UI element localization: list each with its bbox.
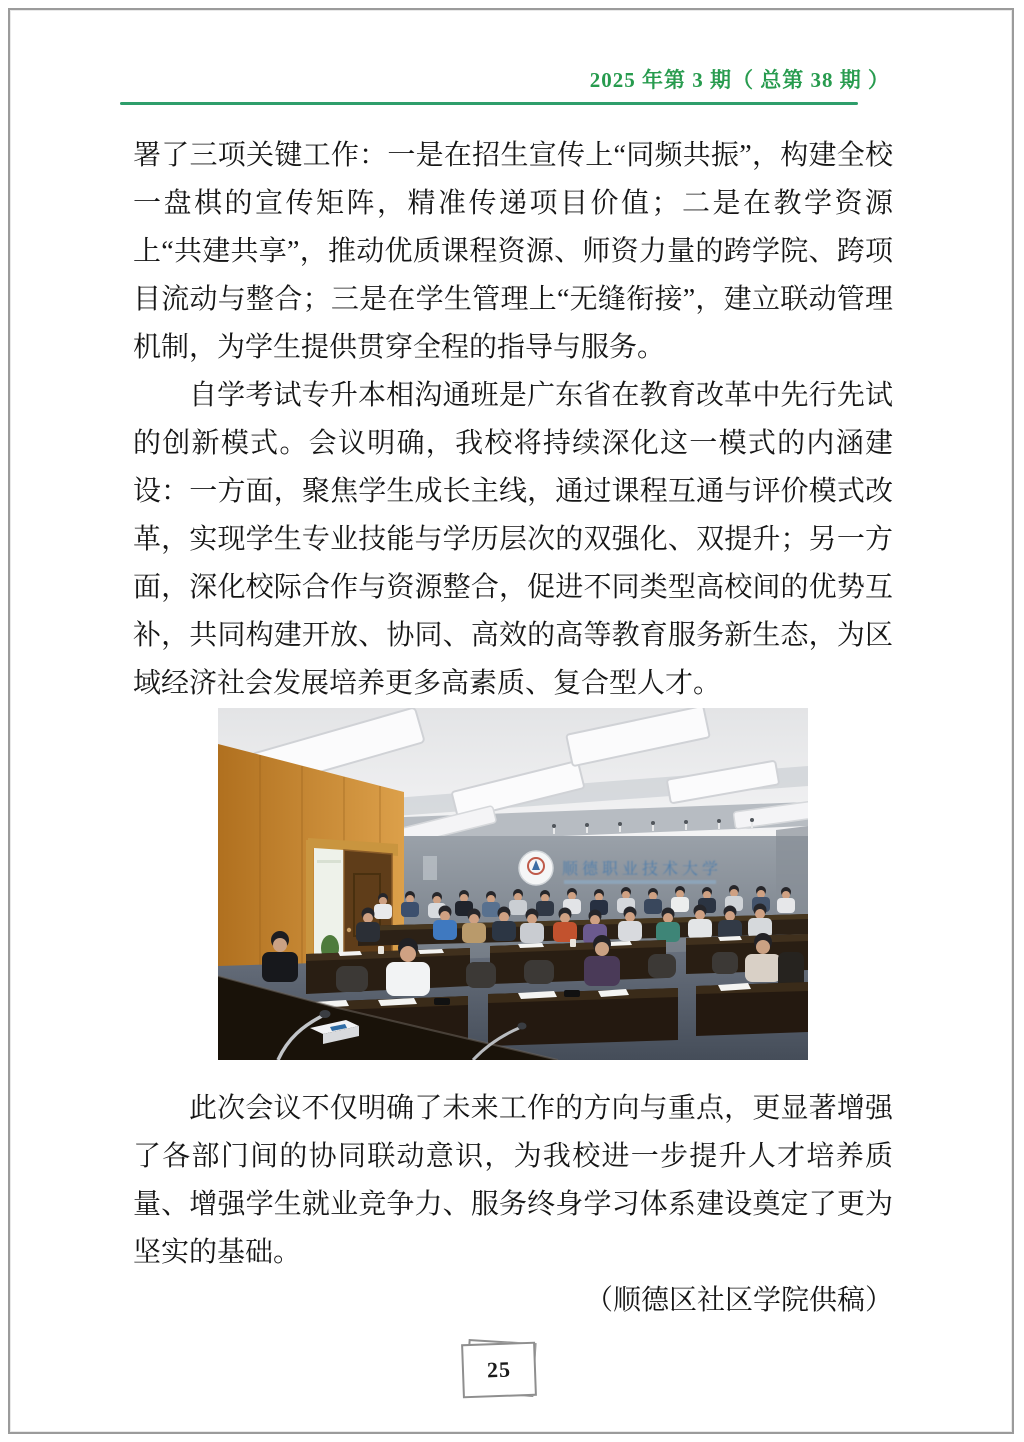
wall-signage-subtext [564,880,716,884]
paragraph: 署了三项关键工作：一是在招生宣传上“同频共振”，构建全校一盘棋的宣传矩阵，精准传递项目价值；二是在教学资源上“共建共享”，推动优质课程资源、师资力量的跨学院、跨项目流动与整合；三是在学生管理上“无缝衔接”，建立联动管理机制，为学生提供贯穿全程的指导与服务。 [133,140,893,363]
meeting-photo [218,708,808,1060]
header-rule [120,102,858,105]
issue-header: 2025 年第 3 期（ 总第 38 期 ） [589,68,890,92]
page-number-box [461,1342,537,1399]
university-logo [519,851,553,885]
wall-signage-text: 顺德职业技术大学 [562,861,723,878]
wall-panel [423,856,437,880]
attribution: （顺德区社区学院供稿） [584,1285,893,1316]
paragraph: 自学考试专升本相沟通班是广东省在教育改革中先行先试的创新模式。会议明确，我校将持续深化这一模式的内涵建设：一方面，聚焦学生成长主线，通过课程互通与评价模式改革，实现学生专业技能与学历层次的双强化、双提升；另一方面，深化校际合作与资源整合，促进不同类型高校间的优势互补，共同构建开放、协同、高效的高等教育服务新生态，为区域经济社会发展培养更多高素质、复合型人才。 [133,380,893,699]
paragraph: 此次会议不仅明确了未来工作的方向与重点，更显著增强了各部门间的协同联动意识，为我校进一步提升人才培养质量、增强学生就业竞争力、服务终身学习体系建设奠定了更为坚实的基础。 [133,1093,893,1268]
article-body [133,132,893,1325]
page-number: 25 [486,1356,512,1383]
